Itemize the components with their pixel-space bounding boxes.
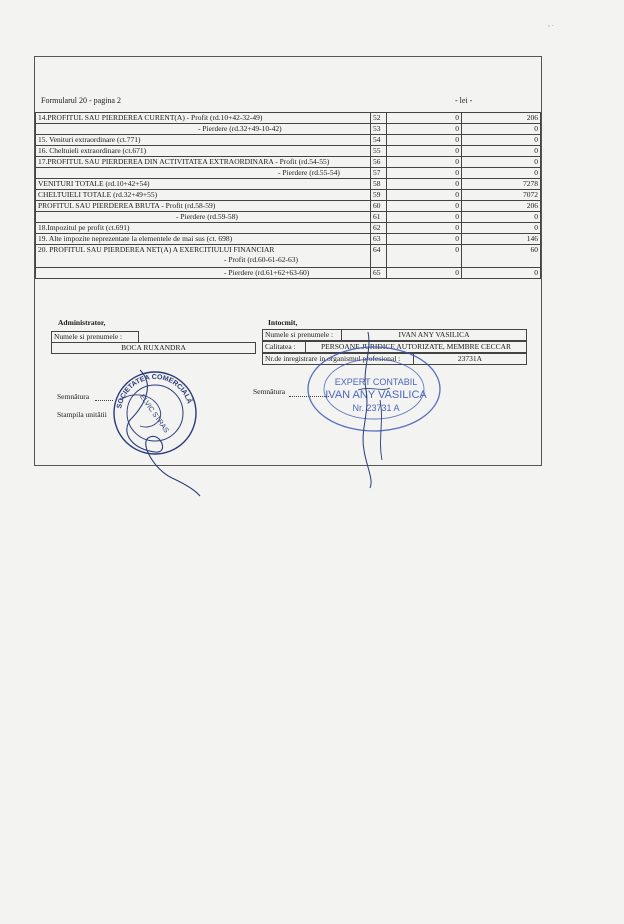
intocmit-reg-value: 23731A	[413, 353, 527, 365]
row-number: 54	[371, 135, 387, 146]
row-number: 52	[371, 113, 387, 124]
prev-period-value: 0	[387, 168, 462, 179]
admin-signature-label: Semnătura	[57, 392, 90, 401]
row-label: 18.Impozitul pe profit (ct.691)	[36, 223, 371, 234]
company-stamp-ring-text: SOCIETATEA COMERCIALĂ	[116, 373, 193, 410]
table-row	[36, 190, 541, 201]
curr-period-value: 0	[462, 135, 541, 146]
currency-label: - lei -	[455, 96, 473, 105]
prev-period-value: 0	[387, 135, 462, 146]
row-number: 53	[371, 124, 387, 135]
prev-period-value: 0	[387, 157, 462, 168]
intocmit-reg-label: Nr.de inregistrare in organismul profesional :	[262, 353, 414, 365]
intocmit-signature	[350, 330, 410, 490]
row-number: 55	[371, 146, 387, 157]
admin-name-value: BOCA RUXANDRA	[51, 342, 256, 354]
row-label: 17.PROFITUL SAU PIERDEREA DIN ACTIVITATEA EXTRAORDINARA - Profit (rd.54-55)	[36, 157, 371, 168]
expert-stamp-line2: IVAN ANY VASILICA	[325, 389, 427, 401]
row-number: 60	[371, 201, 387, 212]
table-row	[36, 124, 541, 135]
row-label: - Pierdere (rd.32+49-10-42)	[36, 124, 371, 135]
intocmit-name-label: Numele si prenumele :	[262, 329, 342, 341]
row-number: 65	[371, 268, 387, 279]
admin-signature	[100, 360, 210, 500]
curr-period-value: 146	[462, 234, 541, 245]
admin-stamp-label: Stampila unitătii	[57, 410, 107, 419]
curr-period-value: 0	[462, 168, 541, 179]
table-row	[36, 268, 541, 279]
row-label: 15. Venituri extraordinare (ct.771)	[36, 135, 371, 146]
prev-period-value: 0	[387, 113, 462, 124]
row-number: 59	[371, 190, 387, 201]
row-label: VENITURI TOTALE (rd.10+42+54)	[36, 179, 371, 190]
table-row	[36, 201, 541, 212]
curr-period-value: 0	[462, 268, 541, 279]
row-number: 61	[371, 212, 387, 223]
row-label: 16. Cheltuieli extraordinare (ct.671)	[36, 146, 371, 157]
table-row	[36, 212, 541, 223]
curr-period-value: 0	[462, 124, 541, 135]
prev-period-value: 0	[387, 179, 462, 190]
form-title: Formularul 20 - pagina 2	[41, 96, 121, 105]
administrator-heading: Administrator,	[58, 318, 106, 327]
intocmit-heading: Intocmit,	[268, 318, 298, 327]
curr-period-value: 7278	[462, 179, 541, 190]
intocmit-name-value: IVAN ANY VASILICA	[341, 329, 527, 341]
prev-period-value: 0	[387, 201, 462, 212]
scan-mark: ◦ ·	[547, 22, 554, 30]
expert-stamp-line3: Nr. 23731 A	[352, 403, 400, 413]
prev-period-value: 0	[387, 146, 462, 157]
row-label: 20. PROFITUL SAU PIERDEREA NET(A) A EXERCITIULUI FINANCIAR - Profit (rd.60-61-62-63)	[36, 245, 371, 268]
curr-period-value: 7072	[462, 190, 541, 201]
table-row	[36, 135, 541, 146]
prev-period-value: 0	[387, 245, 462, 268]
row-label: - Pierdere (rd.59-58)	[36, 212, 371, 223]
expert-stamp-line1: EXPERT CONTABIL	[334, 377, 418, 387]
admin-name-label: Numele si prenumele :	[51, 331, 139, 343]
prev-period-value: 0	[387, 212, 462, 223]
row-number: 64	[371, 245, 387, 268]
curr-period-value: 0	[462, 146, 541, 157]
curr-period-value: 206	[462, 201, 541, 212]
intocmit-quality-label: Calitatea :	[262, 341, 306, 353]
intocmit-quality-value: PERSOANE JURIDICE AUTORIZATE, MEMBRE CECCAR	[305, 341, 527, 353]
row-label: - Pierdere (rd.55-54)	[36, 168, 371, 179]
curr-period-value: 60	[462, 245, 541, 268]
row-number: 63	[371, 234, 387, 245]
financial-table	[35, 112, 541, 279]
prev-period-value: 0	[387, 268, 462, 279]
table-row	[36, 234, 541, 245]
table-row	[36, 113, 541, 124]
curr-period-value: 0	[462, 212, 541, 223]
prev-period-value: 0	[387, 223, 462, 234]
curr-period-value: 206	[462, 113, 541, 124]
row-label: PROFITUL SAU PIERDEREA BRUTA - Profit (rd.58-59)	[36, 201, 371, 212]
row-label: 14.PROFITUL SAU PIERDEREA CURENT(A) - Profit (rd.10+42-32-49)	[36, 113, 371, 124]
prev-period-value: 0	[387, 190, 462, 201]
prev-period-value: 0	[387, 124, 462, 135]
prev-period-value: 0	[387, 234, 462, 245]
table-row	[36, 146, 541, 157]
table-row	[36, 245, 541, 268]
table-row	[36, 157, 541, 168]
row-number: 62	[371, 223, 387, 234]
row-label: - Pierdere (rd.61+62+63-60)	[36, 268, 371, 279]
table-row	[36, 179, 541, 190]
row-number: 56	[371, 157, 387, 168]
row-label: CHELTUIELI TOTALE (rd.32+49+55)	[36, 190, 371, 201]
row-number: 58	[371, 179, 387, 190]
curr-period-value: 0	[462, 157, 541, 168]
row-number: 57	[371, 168, 387, 179]
curr-period-value: 0	[462, 223, 541, 234]
table-row	[36, 223, 541, 234]
row-label: 19. Alte impozite neprezentate la elementele de mai sus (ct. 698)	[36, 234, 371, 245]
company-stamp-center-text: ELVIC STRAS	[137, 393, 170, 435]
intocmit-signature-label: Semnătura	[253, 387, 286, 396]
table-row	[36, 168, 541, 179]
